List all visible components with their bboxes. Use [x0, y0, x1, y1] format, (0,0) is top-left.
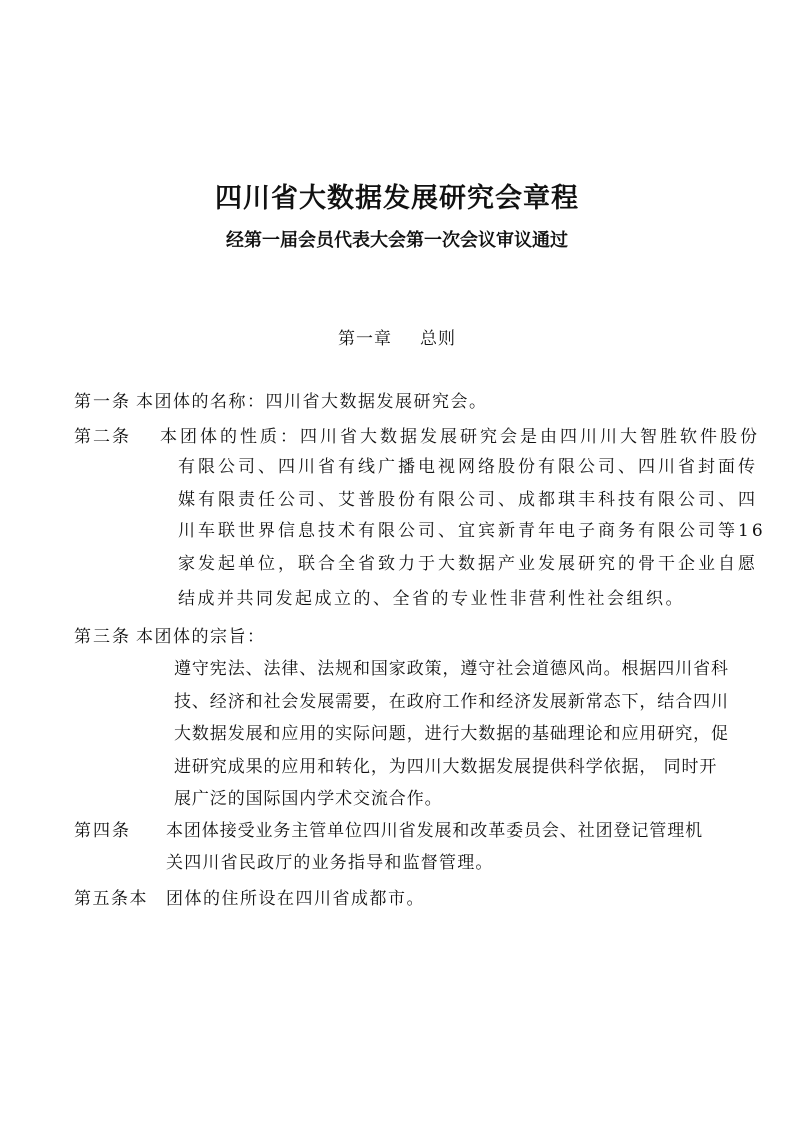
article-4-line-2: 关四川省民政厅的业务指导和监督管理。: [166, 853, 494, 873]
article-3-line-5: 展广泛的国际国内学术交流合作。: [174, 789, 443, 809]
article-2-line-4: 川车联世界信息技术有限公司、宜宾新青年电子商务有限公司等16: [178, 521, 766, 541]
article-5-label: 第五条本: [74, 889, 148, 909]
article-1-label: 第一条: [74, 392, 131, 412]
chapter-name: 总则: [420, 329, 456, 349]
article-3-label: 第三条: [74, 627, 131, 647]
article-2-line-6: 结成并共同发起成立的、全省的专业性非营利性社会组织。: [178, 589, 685, 609]
article-2-label: 第二条: [74, 427, 131, 447]
article-3-intro: 本团体的宗旨：: [136, 627, 266, 647]
article-2-line-1: 本团体的性质：四川省大数据发展研究会是由四川川大智胜软件股份: [160, 427, 760, 447]
article-5-text: 团体的住所设在四川省成都市。: [166, 889, 425, 909]
article-4-label: 第四条: [74, 821, 131, 841]
article-3-line-4: 进研究成果的应用和转化，为四川大数据发展提供科学依据， 同时开: [174, 757, 718, 777]
article-3-line-2: 技、经济和社会发展需要，在政府工作和经济发展新常态下，结合四川: [174, 692, 729, 712]
document-title: 四川省大数据发展研究会章程: [215, 183, 579, 214]
article-3-line-1: 遵守宪法、法律、法规和国家政策，遵守社会道德风尚。根据四川省科: [174, 659, 729, 679]
article-3-line-3: 大数据发展和应用的实际问题，进行大数据的基础理论和应用研究，促: [174, 724, 729, 744]
document-subtitle: 经第一届会员代表大会第一次会议审议通过: [226, 230, 568, 251]
chapter-number: 第一章: [338, 329, 392, 349]
article-1-text: 本团体的名称：四川省大数据发展研究会。: [136, 392, 488, 412]
article-2-line-2: 有限公司、四川省有线广播电视网络股份有限公司、四川省封面传: [178, 457, 758, 477]
article-2-line-3: 媒有限责任公司、艾普股份有限公司、成都琪丰科技有限公司、四: [178, 490, 758, 510]
article-4-line-1: 本团体接受业务主管单位四川省发展和改革委员会、社团登记管理机: [166, 821, 703, 841]
chapter-heading: [0, 324, 794, 349]
article-2-line-5: 家发起单位，联合全省致力于大数据产业发展研究的骨干企业自愿: [178, 554, 758, 574]
